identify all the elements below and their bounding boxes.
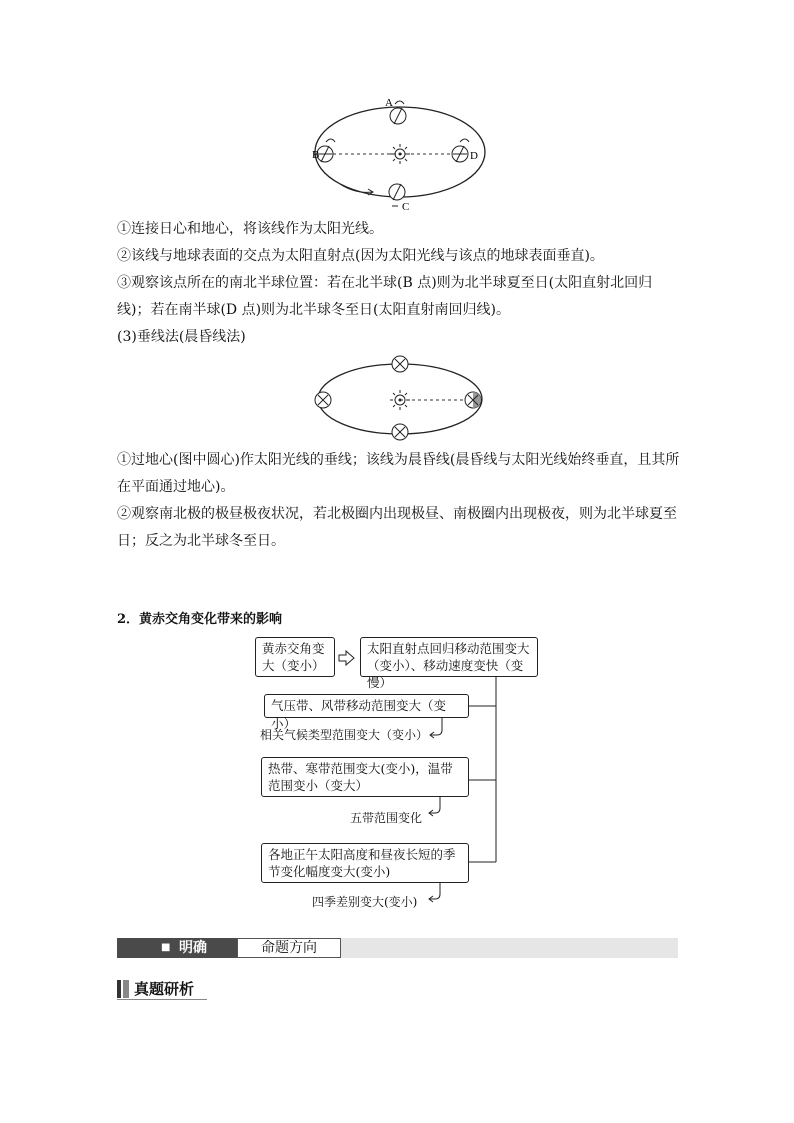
- flow-item-2-box: 热带、寒带范围变大(变小)，温带范围变小（变大）: [261, 757, 469, 797]
- step-1-text: ①连接日心和地心，将该线作为太阳光线。: [117, 221, 383, 237]
- terminator-step-2-text: ②观察南北极的极昼极夜状况，若北极圈内出现极昼、南极圈内出现极夜，则为北半球夏至日；反之为北半球冬至日。: [117, 506, 677, 549]
- step-2-text: ②该线与地球表面的交点为太阳直射点(因为太阳光线与该点的地球表面垂直)。: [117, 248, 604, 264]
- subhead-text: 真题研析: [134, 980, 195, 998]
- label-b: B: [312, 149, 320, 161]
- subhead-underline: [117, 999, 207, 1000]
- section-banner: [117, 938, 678, 958]
- flow-item-3-box: 各地正午太阳高度和昼夜长短的季节变化幅度变大(变小): [261, 843, 469, 883]
- label-d: D: [470, 150, 478, 162]
- flow-item-1-box: 气压带、风带移动范围变大（变小）: [264, 694, 469, 718]
- method-3-title: (3)垂线法(晨昏线法): [117, 329, 246, 345]
- flow-note-1: 相关气候类型范围变大（变小）: [260, 728, 429, 742]
- subhead-marker-icon: [117, 980, 133, 998]
- flow-note-3: 四季差别变大(变小): [312, 895, 418, 909]
- banner-dark-label: 明确: [179, 940, 207, 956]
- step-3-text: ③观察该点所在的南北半球位置：若在北半球(B 点)则为北半球夏至日(太阳直射北回归线)；若在南半球(D 点)则为北半球冬至日(太阳直射南回归线)。: [117, 275, 653, 318]
- flow-note-2: 五带范围变化: [350, 811, 423, 825]
- label-a: A: [385, 97, 393, 109]
- label-c: C: [402, 201, 410, 213]
- section-2-title: 2．黄赤交角变化带来的影响: [117, 612, 283, 627]
- banner-dark-tab: [117, 938, 237, 958]
- banner-bullet-icon: ■: [161, 942, 171, 953]
- flow-result-box: 太阳直射点回归移动范围变大（变小）、移动速度变快（变慢）: [360, 637, 538, 677]
- terminator-step-1-text: ①过地心(图中圆心)作太阳光线的垂线；该线为晨昏线(晨昏线与太阳光线始终垂直，且其所在平面通过地心)。: [117, 452, 680, 495]
- banner-light-tab: 命题方向: [237, 938, 341, 958]
- flow-start-box: 黄赤交角变大（变小）: [255, 637, 335, 677]
